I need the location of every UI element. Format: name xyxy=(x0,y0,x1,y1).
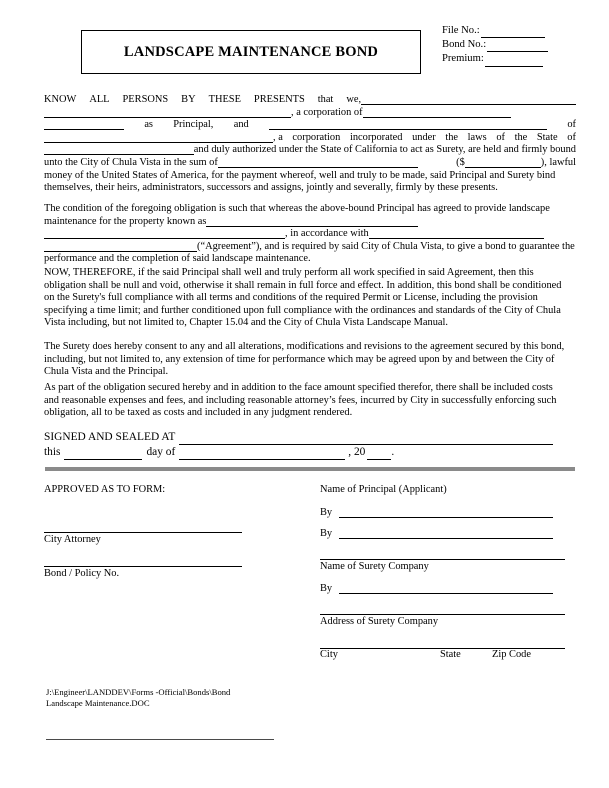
file-no-input[interactable] xyxy=(481,27,545,38)
surety-name-input-cont[interactable] xyxy=(44,132,273,143)
p1-text-unto-city: unto the City of Chula Vista in the sum of xyxy=(44,156,218,168)
p3-line-1: NOW, THEREFORE, if the said Principal shall well and truly perform all work specified in said Agreement, then this xyxy=(44,267,534,278)
p1-text-dollar-open: ($ xyxy=(456,156,465,168)
page-title: LANDSCAPE MAINTENANCE BOND xyxy=(123,43,379,60)
p1-line-7: money of the United States of America, for the payment whereof, well and truly to be made, said Principal and Surety bind xyxy=(44,169,556,181)
p4-line-2: including, but not limited to, any extension of time for performance which may be agreed upon by and between the City of xyxy=(44,353,555,365)
agreement-name-input-cont[interactable] xyxy=(44,241,197,252)
city-label: City xyxy=(320,649,338,660)
p1-word-the-1: the xyxy=(445,131,459,143)
p1-word-presents: PRESENTS xyxy=(253,94,305,105)
p2-text-in-accordance-with: , in accordance with xyxy=(285,228,369,240)
principal-by-row-1 xyxy=(320,506,572,518)
signed-and-sealed-block xyxy=(44,430,576,460)
document-header xyxy=(44,24,576,82)
p1-line-1 xyxy=(44,94,576,107)
by-label-2: By xyxy=(320,528,333,539)
bond-no-input[interactable] xyxy=(487,41,548,52)
zip-code-label: Zip Code xyxy=(492,649,531,660)
principal-by-row-2 xyxy=(320,527,572,539)
p1-word-by: BY xyxy=(181,94,196,105)
property-name-input-cont[interactable] xyxy=(44,228,285,239)
p1-line-4 xyxy=(44,132,576,145)
address-of-surety-label: Address of Surety Company xyxy=(320,616,439,627)
bond-no-row xyxy=(442,38,592,52)
p1-text-duly-authorized: and duly authorized under the State of California to act as Surety, are held and firmly bound xyxy=(193,144,576,156)
title-box xyxy=(81,30,421,74)
premium-label: Premium: xyxy=(442,53,484,65)
name-of-surety-label: Name of Surety Company xyxy=(320,561,429,572)
footer-file-path xyxy=(46,687,346,709)
p1-line-2 xyxy=(44,107,576,120)
principal-by-input-2[interactable] xyxy=(339,527,553,539)
file-no-label: File No.: xyxy=(442,25,480,36)
p2-line-5: performance and the completion of said landscape maintenance. xyxy=(44,253,311,265)
signed-year-input[interactable] xyxy=(367,448,391,460)
paragraph-costs-and-fees xyxy=(44,382,576,420)
p4-line-1: The Surety does hereby consent to any and all alterations, modifications and revisions to the agreement secured by this bond, xyxy=(44,341,565,352)
p1-word-that: that xyxy=(317,94,334,105)
principal-by-input-1[interactable] xyxy=(339,506,553,518)
city-attorney-label: City Attorney xyxy=(44,534,101,545)
p2-line-1: The condition of the foregoing obligation is such that whereas the above-bound Principal has agreed to provide landscape xyxy=(44,203,550,214)
city-state-zip-captions xyxy=(320,649,572,660)
surety-state-input[interactable] xyxy=(44,144,194,155)
name-of-principal-label: Name of Principal (Applicant) xyxy=(320,484,447,495)
p1-word-laws: laws xyxy=(467,131,487,143)
bond-no-label: Bond No.: xyxy=(442,39,487,51)
footer-path-line-2: Landscape Maintenance.DOC xyxy=(46,698,150,708)
p4-line-3: Chula Vista and the Principal. xyxy=(44,366,169,378)
p1-word-of-2: of xyxy=(496,131,505,143)
p2-line-4 xyxy=(44,241,576,254)
signed-comma-20-label: , 20 xyxy=(348,446,366,458)
footer-rule xyxy=(46,739,274,740)
paragraph-condition xyxy=(44,203,576,266)
signed-dayof-label: day of xyxy=(146,446,176,458)
signed-this-label: this xyxy=(44,446,61,458)
surety-by-row xyxy=(320,582,572,594)
file-no-row xyxy=(442,24,592,38)
principal-name-input-cont[interactable] xyxy=(44,107,291,118)
paragraph-now-therefore xyxy=(44,267,576,330)
p1-word-corporation: corporation xyxy=(292,131,341,143)
by-label-1: By xyxy=(320,507,333,518)
principal-corporation-state-input-cont[interactable] xyxy=(44,119,124,130)
p1-text-lawful: ), lawful xyxy=(540,156,576,168)
agreement-name-input[interactable] xyxy=(369,228,544,239)
header-reference-fields xyxy=(442,24,592,67)
approval-column xyxy=(44,484,294,580)
p5-line-1: As part of the obligation secured hereby and in addition to the face amount specified therefor, there shall be included costs xyxy=(44,382,553,393)
p1-word-we: we, xyxy=(346,94,362,105)
signed-line-2 xyxy=(44,445,576,460)
approved-as-to-form-label: APPROVED AS TO FORM: xyxy=(44,484,166,495)
signed-line-1 xyxy=(44,430,576,445)
by-label-3: By xyxy=(320,583,333,594)
p1-word-know: KNOW xyxy=(44,94,77,105)
signatory-column xyxy=(320,484,572,660)
p1-word-state: State xyxy=(536,131,558,143)
premium-input[interactable] xyxy=(485,56,543,67)
premium-row xyxy=(442,52,592,66)
p1-line-6 xyxy=(44,157,576,170)
p3-line-5: Vista including, but not limited to, Chapter 15.04 and the City of Chula Vista Landscape Manual. xyxy=(44,317,449,329)
p1-word-and: and xyxy=(233,119,249,131)
principal-corporation-state-input[interactable] xyxy=(363,107,511,118)
p5-line-3: obligation, all to be taxed as costs and included in any judgment rendered. xyxy=(44,407,353,419)
p3-line-4: specifying a time limit; and further conditioned upon full compliance with the ordinances and standards of the City of Chula xyxy=(44,304,561,316)
p2-line-3 xyxy=(44,228,576,241)
p1-word-all: ALL xyxy=(89,94,110,105)
property-name-input[interactable] xyxy=(206,216,418,227)
p3-line-3: on the Surety's full compliance with all terms and conditions of the required Permit or License, including the provision xyxy=(44,292,538,304)
p1-word-persons: PERSONS xyxy=(122,94,169,105)
p1-word-of-1: of xyxy=(567,119,577,131)
surety-name-input[interactable] xyxy=(269,119,547,130)
section-divider xyxy=(45,467,575,471)
p3-line-2: obligation shall be null and void, otherwise it shall remain in full force and effect. In addition, this bond shall be conditioned xyxy=(44,279,562,291)
surety-by-input[interactable] xyxy=(339,582,553,594)
p1-text-a: , a xyxy=(273,131,283,143)
principal-name-input[interactable] xyxy=(361,94,576,105)
signed-location-input[interactable] xyxy=(179,433,553,445)
p1-word-of-3: of xyxy=(567,131,576,143)
p1-word-incorporated: incorporated xyxy=(349,131,403,143)
signed-month-input[interactable] xyxy=(179,448,345,460)
sum-amount-input[interactable] xyxy=(465,157,541,168)
signed-day-input[interactable] xyxy=(64,448,142,460)
footer-path-line-1: J:\Engineer\LANDDEV\Forms -Official\Bonds\Bond xyxy=(46,687,231,697)
p1-line-8: themselves, their heirs, administrators, successors and assigns, jointly and severally, firmly by these presents. xyxy=(44,182,498,194)
p1-word-these: THESE xyxy=(208,94,241,105)
state-label: State xyxy=(440,649,461,660)
p2-line-2 xyxy=(44,216,576,229)
p1-word-principal: Principal, xyxy=(173,119,214,131)
bond-policy-no-label: Bond / Policy No. xyxy=(44,568,120,579)
paragraph-surety-consent xyxy=(44,341,576,379)
p1-word-the-2: the xyxy=(514,131,528,143)
p2-text-agreement-required: (“Agreement”), and is required by said City of Chula Vista, to give a bond to guarantee the xyxy=(197,240,575,252)
p1-word-under: under xyxy=(412,131,436,143)
signed-and-sealed-label: SIGNED AND SEALED AT xyxy=(44,431,176,443)
p1-line-5 xyxy=(44,144,576,157)
signed-period-label: . xyxy=(391,446,395,458)
p2-text-maintenance-for: maintenance for the property known as xyxy=(44,215,207,227)
p1-line-3 xyxy=(44,119,576,132)
p5-line-2: and reasonable expenses and fees, and including reasonable attorney’s fees, incurred by City in successfully enforcing such xyxy=(44,394,557,406)
p1-word-as: as xyxy=(144,119,153,131)
paragraph-know-all-persons xyxy=(44,94,576,195)
sum-words-input[interactable] xyxy=(218,157,418,168)
p1-text-a-corporation-of: , a corporation of xyxy=(291,106,363,118)
